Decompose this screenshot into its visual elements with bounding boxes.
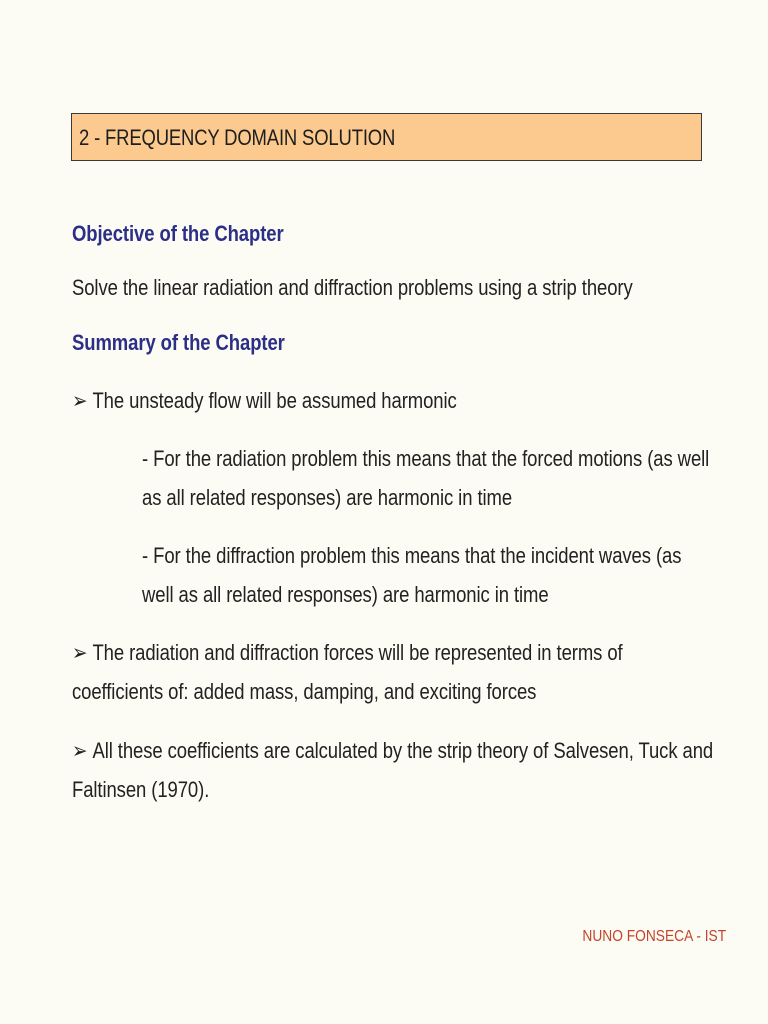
bullet-1 <box>72 388 457 414</box>
objective-heading: Objective of the Chapter <box>72 221 284 246</box>
subpoint-2-line-2: well as all related responses) are harmonic in time <box>142 582 549 607</box>
summary-heading: Summary of the Chapter <box>72 330 285 355</box>
bullet-arrow-icon: ➢ <box>72 640 88 665</box>
bullet-arrow-icon: ➢ <box>72 738 88 763</box>
subpoint-2-line-1: - For the diffraction problem this means that the incident waves (as <box>142 543 682 568</box>
bullet-arrow-icon: ➢ <box>72 388 88 413</box>
section-title: 2 - FREQUENCY DOMAIN SOLUTION <box>79 125 396 150</box>
subpoint-1-line-1: - For the radiation problem this means that the forced motions (as well <box>142 446 710 471</box>
objective-text: Solve the linear radiation and diffraction problems using a strip theory <box>72 275 633 300</box>
bullet-3-text: All these coefficients are calculated by the strip theory of Salvesen, Tuck and <box>92 738 714 763</box>
bullet-3-line-2: Faltinsen (1970). <box>72 777 210 802</box>
bullet-2-text: The radiation and diffraction forces will be represented in terms of <box>92 640 623 665</box>
bullet-1-text: The unsteady flow will be assumed harmonic <box>92 388 457 413</box>
bullet-3-line-1 <box>72 738 713 764</box>
bullet-2-line-2: coefficients of: added mass, damping, and exciting forces <box>72 679 537 704</box>
footer-author: NUNO FONSECA - IST <box>582 928 726 945</box>
subpoint-1-line-2: as all related responses) are harmonic in time <box>142 485 513 510</box>
section-title-box <box>71 113 702 161</box>
bullet-2-line-1 <box>72 640 623 666</box>
